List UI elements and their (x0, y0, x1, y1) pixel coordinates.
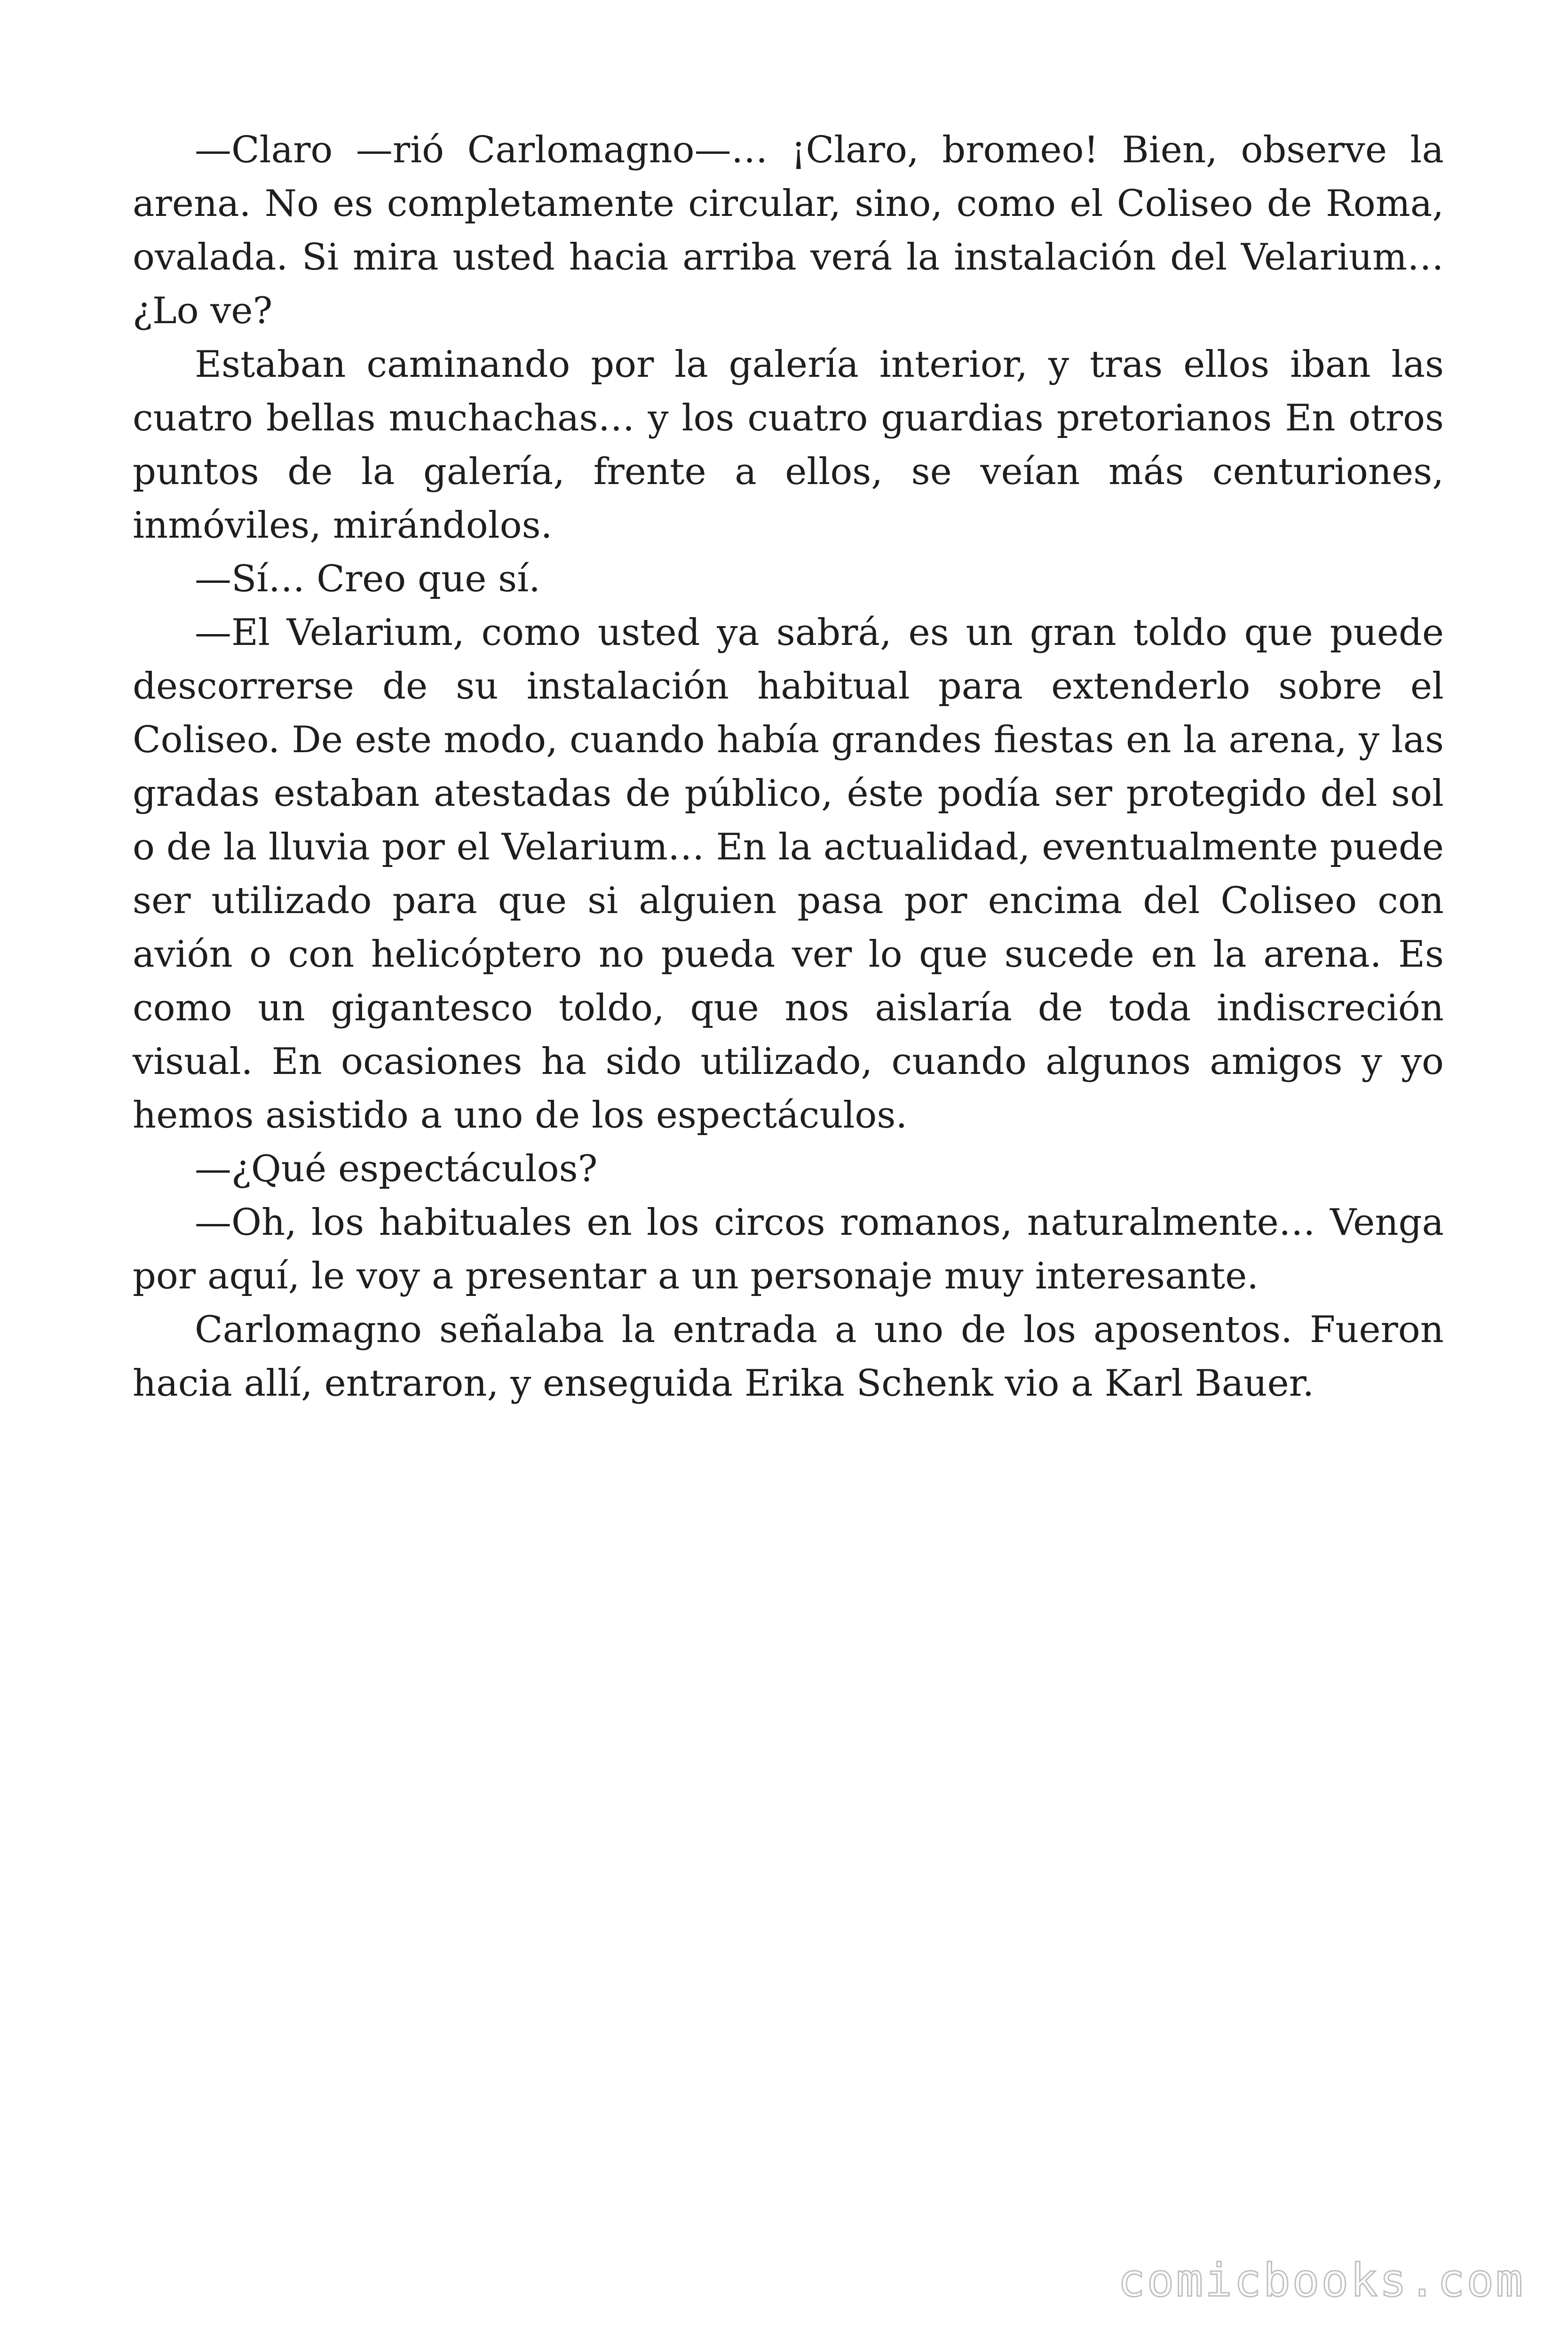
paragraph-3: —Sí… Creo que sí. (195, 558, 540, 600)
paragraph-1: —Claro —rió Carlomagno—… ¡Claro, bromeo! Bien, observe la arena. No es completamente circular, sino, como el Coliseo de Roma, ovalada. Si mira usted hacia arriba verá la instalación del Velarium… ¿Lo ve? (133, 129, 1444, 332)
paragraph-5: —¿Qué espectáculos? (195, 1148, 598, 1190)
paragraph-4: —El Velarium, como usted ya sabrá, es un gran toldo que puede descorrerse de su instalación habitual para extenderlo sobre el Coliseo. De este modo, cuando había grandes fiestas en la arena, y las gradas estaban atestadas de público, éste podía ser protegido del sol o de la lluvia por el Velarium… En la actualidad, eventualmente puede ser utilizado para que si alguien pasa por encima del Coliseo con avión o con helicóptero no pueda ver lo que sucede en la arena. Es como un gigantesco toldo, que nos aislaría de toda indiscreción visual. En ocasiones ha sido utilizado, cuando algunos amigos y yo hemos asistido a uno de los espectáculos. (133, 612, 1444, 1136)
page-body (133, 123, 1444, 1410)
paragraph-6: —Oh, los habituales en los circos romanos, naturalmente… Venga por aquí, le voy a presentar a un personaje muy interesante. (133, 1201, 1444, 1297)
paragraph-7: Carlomagno señalaba la entrada a uno de los aposentos. Fueron hacia allí, entraron, y enseguida Erika Schenk vio a Karl Bauer. (133, 1309, 1444, 1405)
watermark: comicbooks.com (1117, 2254, 1525, 2307)
paragraph-2: Estaban caminando por la galería interior, y tras ellos iban las cuatro bellas muchachas… y los cuatro guardias pretorianos En otros puntos de la galería, frente a ellos, se veían más centuriones, inmóviles, mirándolos. (133, 343, 1444, 547)
